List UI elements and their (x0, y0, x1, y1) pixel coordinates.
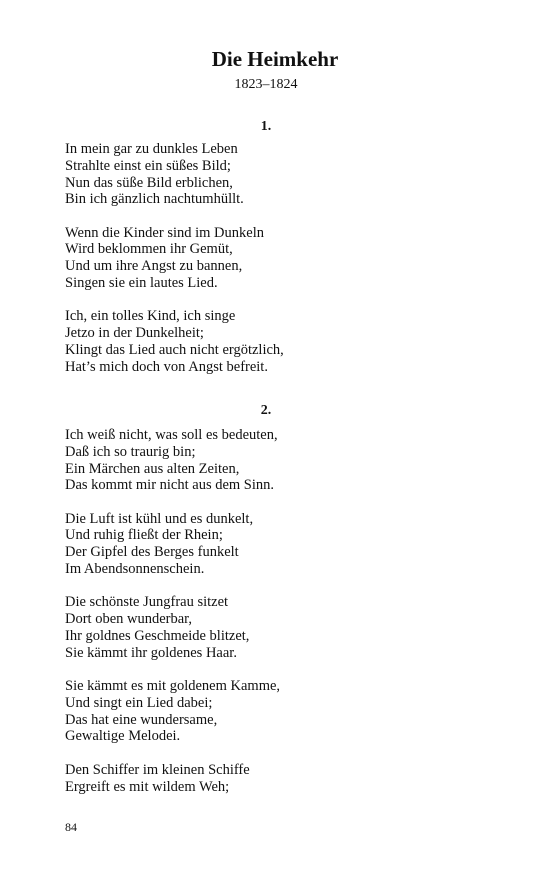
verse-line: Wenn die Kinder sind im Dunkeln (65, 224, 264, 241)
verse-line: Das kommt mir nicht aus dem Sinn. (65, 477, 275, 494)
verse-line: Den Schiffer im kleinen Schiffe (65, 761, 250, 778)
verse-line: Gewaltige Melodei. (65, 728, 181, 745)
stanza (65, 308, 505, 375)
page-number: 84 (65, 820, 77, 834)
verse-line: Der Gipfel des Berges funkelt (65, 544, 239, 561)
verse-line: Sie kämmt es mit goldenem Kamme, (65, 678, 281, 695)
verse-line: Klingt das Lied auch nicht ergötzlich, (65, 341, 284, 358)
stanza (65, 141, 505, 208)
verse-line: Das hat eine wundersame, (65, 711, 218, 728)
verse-line: Wird beklommen ihr Gemüt, (65, 241, 233, 258)
verse-line: Dort oben wunderbar, (65, 611, 193, 628)
verse-line: Strahlte einst ein süßes Bild; (65, 157, 231, 174)
verse-line: Die Luft ist kühl und es dunkelt, (65, 510, 254, 527)
verse-line: Die schönste Jungfrau sitzet (65, 594, 229, 611)
stanza (65, 594, 505, 661)
verse-line: Sie kämmt ihr goldenes Haar. (65, 644, 237, 661)
verse-line: Nun das süße Bild erblichen, (65, 174, 233, 191)
verse-line: Bin ich gänzlich nachtumhüllt. (65, 191, 244, 208)
section-number-1: 1. (260, 119, 272, 134)
verse-line: Und ruhig fließt der Rhein; (65, 527, 223, 544)
verse-line: Jetzo in der Dunkelheit; (65, 325, 204, 342)
verse-line: Hat’s mich doch von Angst befreit. (65, 358, 268, 375)
section-number-2: 2. (260, 403, 272, 418)
verse-line: Ich, ein tolles Kind, ich singe (65, 308, 236, 325)
verse-line: Und um ihre Angst zu bannen, (65, 258, 243, 275)
verse-line: In mein gar zu dunkles Leben (65, 141, 238, 157)
stanza (65, 427, 505, 494)
poem-section-1 (65, 141, 505, 392)
poem-section-2 (65, 427, 505, 812)
verse-line: Daß ich so traurig bin; (65, 443, 196, 460)
stanza (65, 511, 505, 578)
stanza (65, 762, 505, 796)
poem-title: Die Heimkehr (211, 47, 339, 71)
verse-line: Ich weiß nicht, was soll es bedeuten, (65, 427, 278, 443)
stanza (65, 678, 505, 745)
verse-line: Ergreift es mit wildem Weh; (65, 778, 230, 795)
verse-line: Ihr goldnes Geschmeide blitzet, (65, 627, 250, 644)
verse-line: Im Abendsonnenschein. (65, 561, 205, 578)
stanza (65, 225, 505, 292)
verse-line: Singen sie ein lautes Lied. (65, 275, 218, 292)
verse-line: Und singt ein Lied dabei; (65, 694, 213, 711)
verse-line: Ein Märchen aus alten Zeiten, (65, 460, 240, 477)
poem-dates: 1823–1824 (234, 77, 298, 92)
